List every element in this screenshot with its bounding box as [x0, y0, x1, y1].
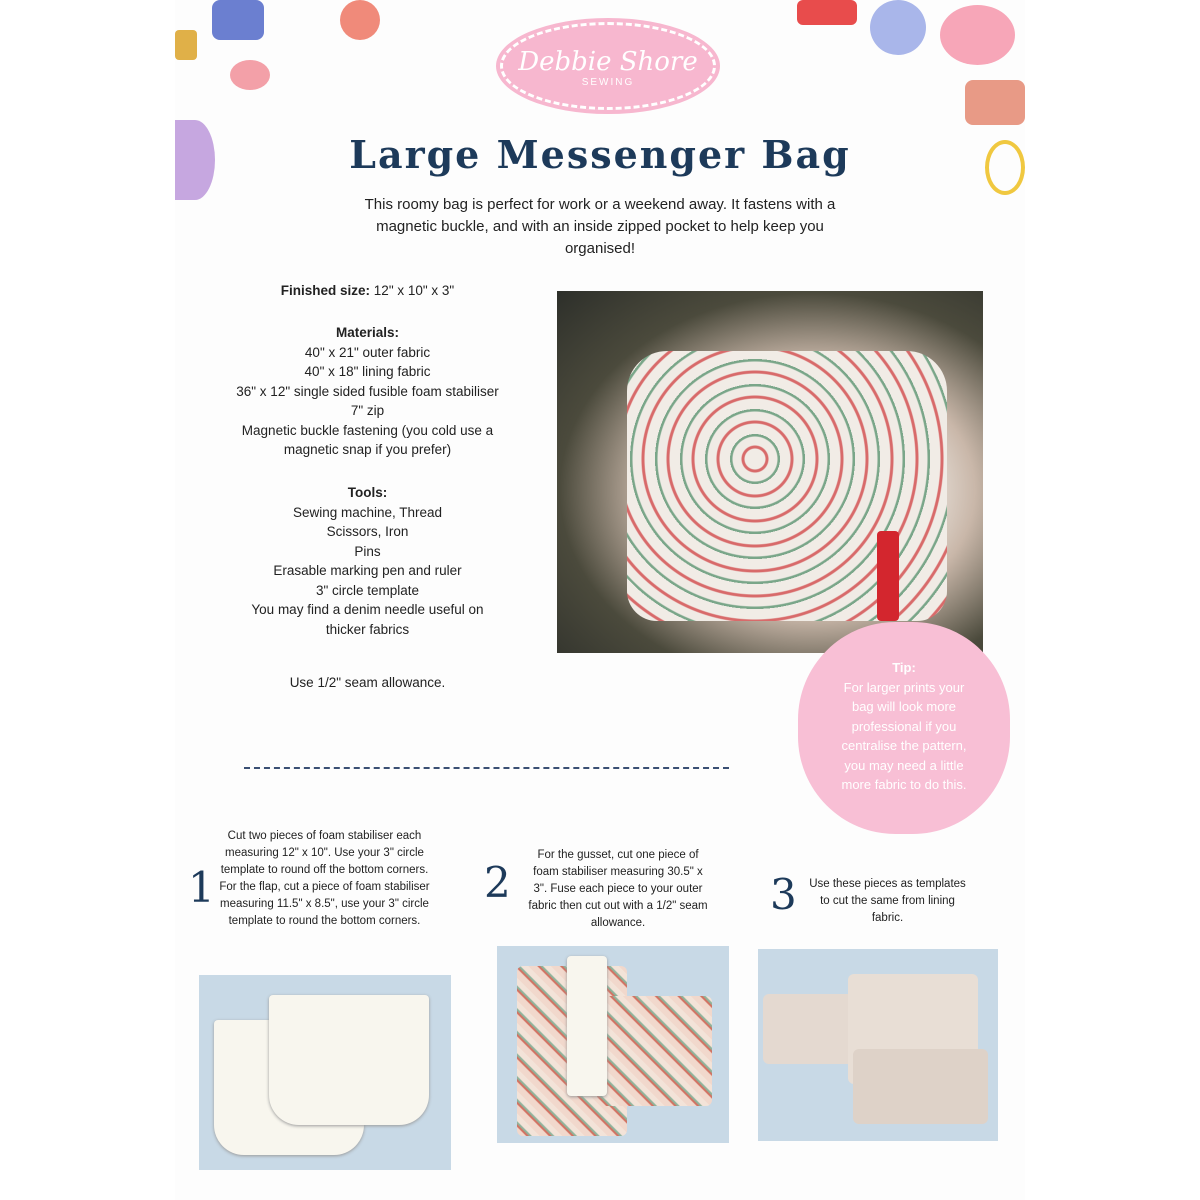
tool-item: Sewing machine, Thread — [292, 504, 443, 520]
step-number: 1 — [188, 863, 215, 912]
logo-name: Debbie Shore — [518, 47, 698, 77]
step-3-photo — [758, 949, 998, 1141]
step-number: 2 — [484, 858, 511, 907]
finished-size-value: 12" x 10" x 3" — [370, 283, 455, 298]
foam-piece — [269, 995, 429, 1125]
tool-item: 3" circle template — [315, 582, 420, 598]
scissors-icon — [230, 60, 270, 90]
step-number: 3 — [770, 870, 797, 919]
step-1-text-flap: For the flap, cut a piece of foam stabiliser measuring 11.5" x 8.5", use your 3" circle template to round the bottom corners. — [219, 881, 430, 927]
step-1-text: Cut two pieces of foam stabiliser each measuring 12" x 10". Use your 3" circle template to round off the bottom corners. — [220, 830, 429, 876]
materials-heading: Materials: — [335, 325, 400, 340]
tool-item: You may find a denim needle useful on thicker fabrics — [251, 602, 484, 637]
tape-roll-icon — [870, 0, 926, 55]
intro-text: This roomy bag is perfect for work or a weekend away. It fastens with a magnetic buckle, and with an inside zipped pocket to help keep you organised! — [364, 196, 836, 257]
seam-allowance: Use 1/2" seam allowance. — [289, 675, 446, 690]
finished-size — [205, 281, 530, 301]
material-item: 40" x 18" lining fabric — [304, 364, 431, 379]
finished-size-label: Finished size: — [280, 283, 371, 298]
material-item: 7" zip — [350, 403, 385, 418]
fabric-piece — [597, 996, 712, 1106]
step-2-photo — [497, 946, 729, 1143]
tools-list — [205, 483, 530, 639]
tape-measure-icon — [340, 0, 380, 40]
tool-item: Pins — [354, 543, 381, 559]
logo-sub: SEWING — [581, 77, 635, 88]
bag-image — [627, 351, 947, 621]
step-2-text: For the gusset, cut one piece of foam stabiliser measuring 30.5" x 3". Fuse each piece to your outer fabric then cut out with a 1/2" seam allowance. — [528, 849, 708, 929]
tip-heading: Tip: — [892, 660, 916, 675]
step-text — [212, 828, 437, 930]
material-item: 40" x 21" outer fabric — [304, 344, 431, 360]
tool-item: Erasable marking pen and ruler — [273, 563, 462, 578]
gusset-piece — [567, 956, 607, 1096]
thread-spool-icon — [965, 80, 1025, 125]
divider — [244, 767, 729, 769]
messenger-bag-photo — [557, 291, 983, 653]
thread-spool-icon — [212, 0, 264, 40]
pins-icon — [175, 30, 197, 60]
tool-item: Scissors, Iron — [326, 524, 409, 539]
buckle — [877, 531, 899, 621]
tools-heading: Tools: — [347, 485, 388, 500]
step-3-text: Use these pieces as templates to cut the same from lining fabric. — [809, 878, 966, 924]
pincushion-icon — [940, 5, 1015, 65]
tip-badge — [798, 622, 1010, 834]
tip-text: For larger prints your bag will look more professional if you centralise the pattern, you may need a little more fabric to do this. — [841, 679, 967, 792]
material-item: 36" x 12" single sided fusible foam stabiliser — [236, 383, 499, 399]
step-1-photo — [199, 975, 451, 1170]
debbie-shore-logo — [500, 22, 716, 110]
material-item: Magnetic buckle fastening (you cold use a magnetic snap if you prefer) — [241, 422, 494, 457]
lining-piece — [853, 1049, 988, 1124]
materials-list — [205, 323, 530, 460]
page-title: Large Messenger Bag — [349, 132, 851, 177]
thimble-icon — [797, 0, 857, 25]
